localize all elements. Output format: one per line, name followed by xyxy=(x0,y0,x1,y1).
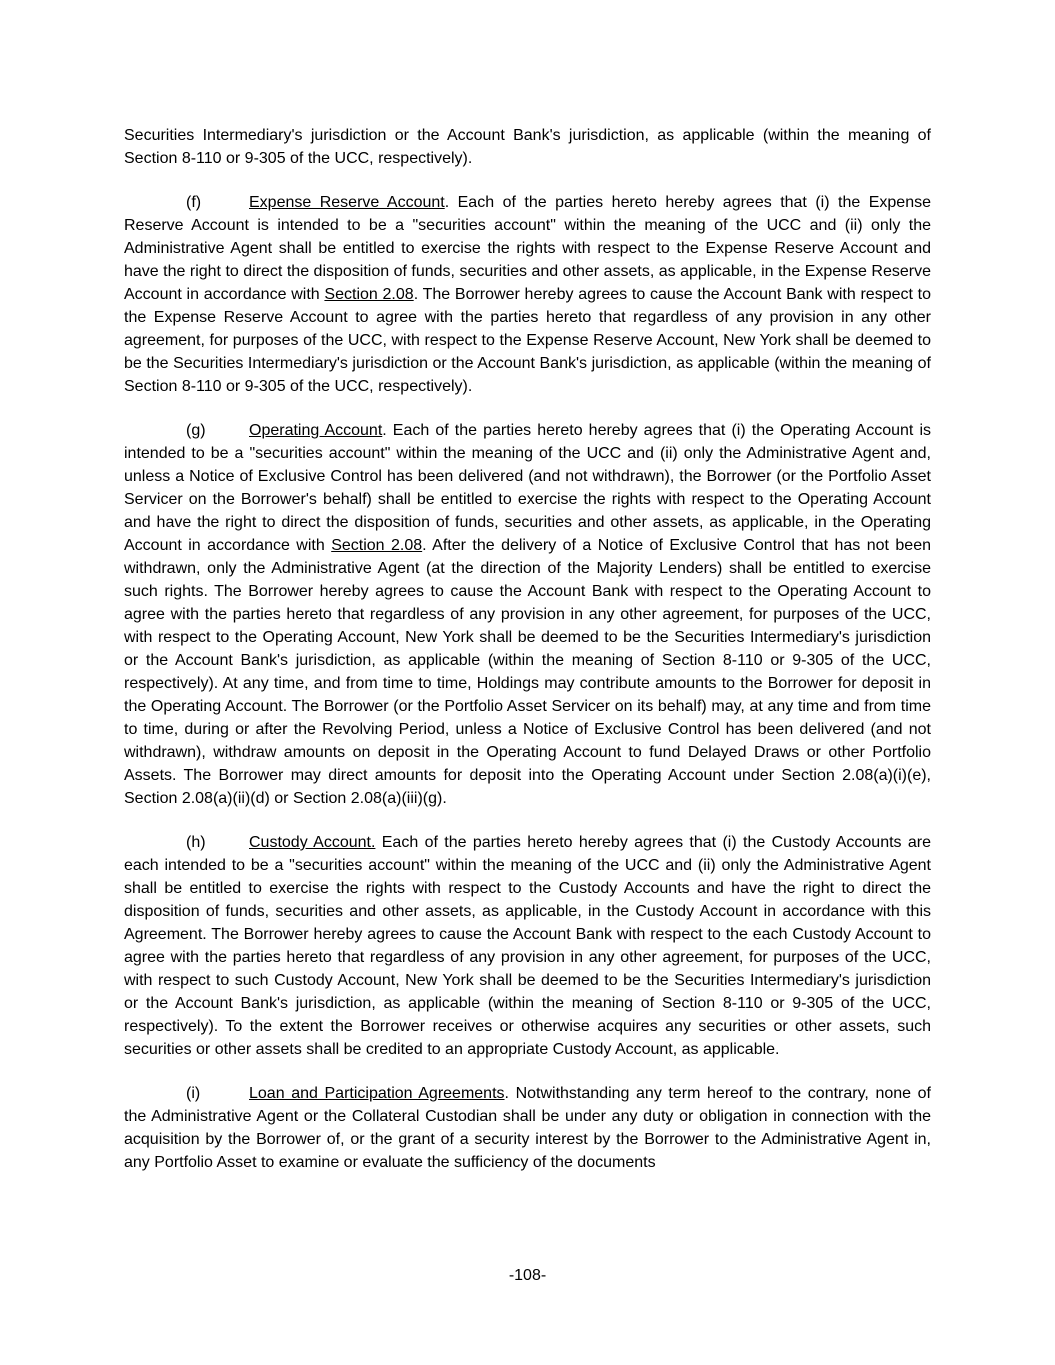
carryover-paragraph: Securities Intermediary's jurisdiction or the Account Bank's jurisdiction, as applicable (within the meaning of Section 8-110 or 9-305 of the UCC, respectively). xyxy=(124,127,931,167)
section-h-text-1: Each of the parties hereto hereby agrees that (i) the Custody Accounts are each intended to be a "securities account" within the meaning of the UCC and (ii) only the Administrative Agent shall be entitled to exercise the rights with respect to the Custody Accounts and have the right to direct the disposition of funds, securities and other assets, as applicable, in the Custody Account in accordance with this Agreement. The Borrower hereby agrees to cause the Account Bank with respect to the each Custody Account to agree with the parties hereto that regardless of any provision in any other agreement, for purposes of the UCC, with respect to such Custody Account, New York shall be deemed to be the Securities Intermediary's jurisdiction or the Account Bank's jurisdiction, as applicable (within the meaning of Section 8-110 or 9-305 of the UCC, respectively). To the extent the Borrower receives or otherwise acquires any securities or other assets, such securities or other assets shall be credited to an appropriate Custody Account, as applicable. xyxy=(124,834,932,1058)
section-h-heading: Custody Account. xyxy=(249,834,376,851)
section-g-reference: Section 2.08 xyxy=(331,537,423,554)
section-f-heading: Expense Reserve Account xyxy=(249,194,445,211)
section-g-text-1: . Each of the parties hereto hereby agrees that (i) the Operating Account is intended to be a "securities account" within the meaning of the UCC and (ii) only the Administrative Agent and, unless a Notice of Exclusive Control has been delivered (and not withdrawn), the Borrower (or the Portfolio Asset Servicer on the Borrower's behalf) shall be entitled to exercise the rights with respect to the Operating Account and have the right to direct the disposition of funds, securities and other assets, as applicable, in the Operating Account in accordance with xyxy=(124,422,931,554)
section-f-reference: Section 2.08 xyxy=(324,286,414,303)
section-f-number: (f) xyxy=(186,194,202,211)
section-h-number: (h) xyxy=(186,834,206,851)
section-f-text-1: . Each of the parties hereto hereby agrees that (i) the Expense Reserve Account is intended to be a "securities account" within the meaning of the UCC and (ii) only the Administrative Agent shall be entitled to exercise the rights with respect to the Expense Reserve Account and have the right to direct the disposition of funds, securities and other assets, as applicable, in the Expense Reserve Account in accordance with xyxy=(124,194,931,303)
section-g-number: (g) xyxy=(186,422,206,439)
section-i-text-1: . Notwithstanding any term hereof to the contrary, none of the Administrative Agent or the Collateral Custodian shall be under any duty or obligation in connection with the acquisition by the Borrower of, or the grant of a security interest by the Borrower to the Administrative Agent in, any Portfolio Asset to examine or evaluate the sufficiency of the documents xyxy=(124,1085,931,1171)
section-h-paragraph xyxy=(124,831,931,1061)
section-g-paragraph xyxy=(124,419,931,810)
section-g-text-2: . After the delivery of a Notice of Exclusive Control that has not been withdrawn, only the Administrative Agent (at the direction of the Majority Lenders) shall be entitled to exercise such rights. The Borrower hereby agrees to cause the Account Bank with respect to the Operating Account to agree with the parties hereto that regardless of any provision in any other agreement, for purposes of the UCC, with respect to the Operating Account, New York shall be deemed to be the Securities Intermediary's jurisdiction or the Account Bank's jurisdiction, as applicable (within the meaning of Section 8-110 or 9-305 of the UCC, respectively). At any time, and from time to time, Holdings may contribute amounts to the Borrower for deposit in the Operating Account. The Borrower (or the Portfolio Asset Servicer on its behalf) may, at any time and from time to time, during or after the Revolving Period, unless a Notice of Exclusive Control has been delivered (and not withdrawn), withdraw amounts on deposit in the Operating Account to fund Delayed Draws or other Portfolio Assets. The Borrower may direct amounts for deposit into the Operating Account under Section 2.08(a)(i)(e), Section 2.08(a)(ii)(d) or Section 2.08(a)(iii)(g). xyxy=(124,537,932,807)
page-number: -108- xyxy=(508,1267,547,1284)
section-i-paragraph xyxy=(124,1082,931,1174)
section-f-paragraph xyxy=(124,191,931,398)
section-g-heading: Operating Account xyxy=(249,422,383,439)
section-f-text-2: . The Borrower hereby agrees to cause the Account Bank with respect to the Expense Reserve Account to agree with the parties hereto that regardless of any provision in any other agreement, for purposes of the UCC, with respect to the Expense Reserve Account, New York shall be deemed to be the Securities Intermediary's jurisdiction or the Account Bank's jurisdiction, as applicable (within the meaning of Section 8-110 or 9-305 of the UCC, respectively). xyxy=(124,286,932,395)
section-i-number: (i) xyxy=(186,1085,201,1102)
document-body xyxy=(124,124,931,1195)
section-i-heading: Loan and Participation Agreements xyxy=(249,1085,505,1102)
